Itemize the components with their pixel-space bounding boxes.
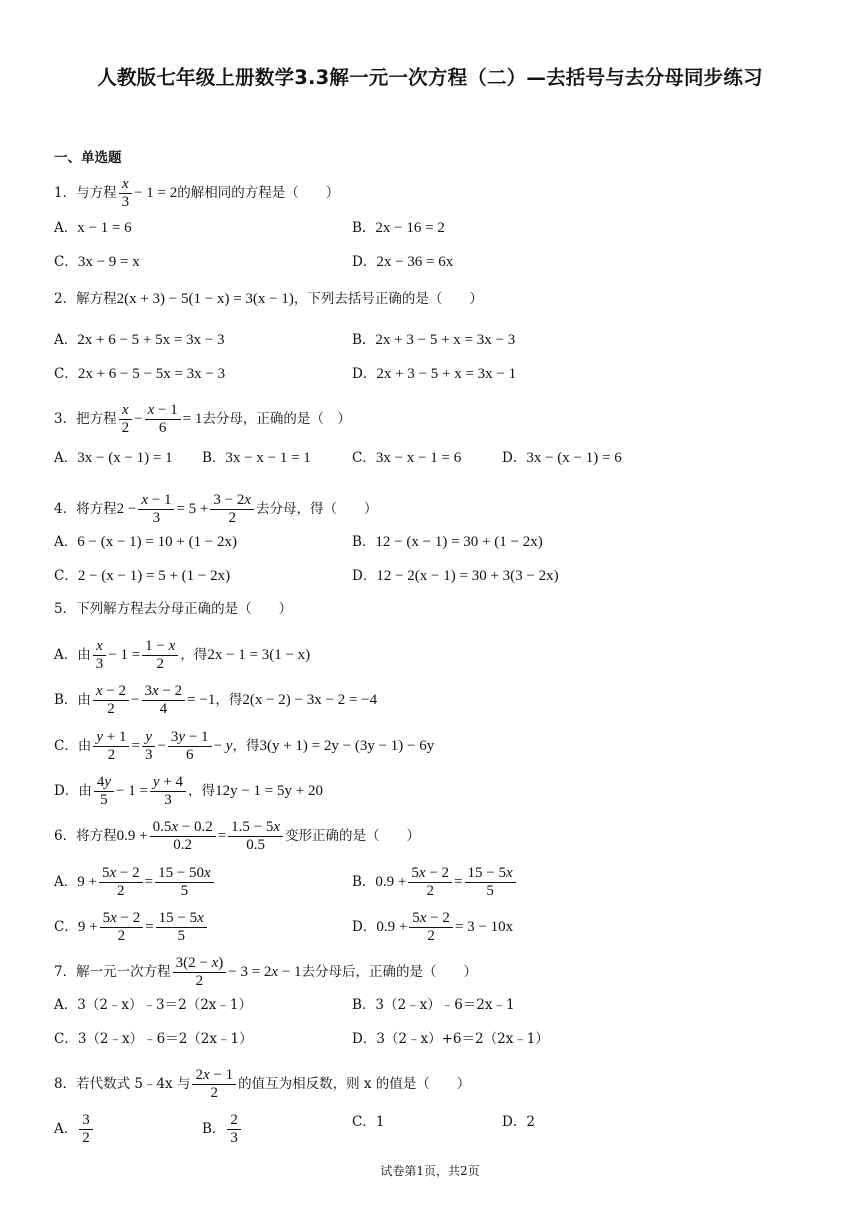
q5-option-c[interactable]: C．由 $\frac{y + 1}{2}$ = $\frac{y}{3}$ − $\frac{3y - 1}{6}$ − y，得3(y + 1) = 2y − (3y − 1) − 6y bbox=[54, 729, 435, 763]
question-3: 3．把方程 $\frac{x}{2}$ − $\frac{x - 1}{6}$ = 1去分母，正确的是（ ） bbox=[54, 402, 351, 436]
question-1: 1．与方程 $\frac{x}{3}$ − 1 = 2的解相同的方程是（ ） bbox=[54, 176, 340, 210]
question-2: 2．解方程2(x + 3) − 5(1 − x) = 3(x − 1)，下列去括号正确的是（ ） bbox=[54, 291, 483, 307]
q3-option-c[interactable]: C．3x − x − 1 = 6 bbox=[352, 450, 462, 466]
question-7: 7．解一元一次方程 $\frac{3(2 - x)}{2}$ − 3 = 2x − 1去分母后，正确的是（ ） bbox=[54, 955, 478, 989]
q8-option-b[interactable]: B． $\frac{2}{3}$ bbox=[202, 1112, 243, 1147]
q4-option-b[interactable]: B．12 − (x − 1) = 30 + (1 − 2x) bbox=[352, 534, 543, 550]
q5-option-a[interactable]: A．由 $\frac{x}{3}$ − 1 = $\frac{1 - x}{2}$ ，得2x − 1 = 3(1 − x) bbox=[54, 638, 311, 672]
q2-option-a[interactable]: A．2x + 6 − 5 + 5x = 3x − 3 bbox=[54, 332, 225, 348]
q1-option-a[interactable]: A．x − 1 = 6 bbox=[54, 220, 132, 236]
q7-option-b[interactable]: B．3（2﹣x）﹣6＝2x﹣1 bbox=[352, 997, 515, 1013]
q6-option-c[interactable]: C．9 + $\frac{5x - 2}{2}$ = $\frac{15 - 5x}{5}$ bbox=[54, 910, 209, 945]
q5-option-b[interactable]: B．由 $\frac{x - 2}{2}$ − $\frac{3x - 2}{4}$ = −1，得2(x − 2) − 3x − 2 = −4 bbox=[54, 683, 378, 717]
q3-option-a[interactable]: A．3x − (x − 1) = 1 bbox=[54, 450, 173, 466]
q1-option-c[interactable]: C．3x − 9 = x bbox=[54, 254, 140, 270]
page-title: 人教版七年级上册数学3.3解一元一次方程（二）—去括号与去分母同步练习 bbox=[97, 66, 763, 89]
q7-option-a[interactable]: A．3（2﹣x）﹣3＝2（2x﹣1） bbox=[54, 997, 253, 1013]
q6-option-a[interactable]: A．9 + $\frac{5x - 2}{2}$ = $\frac{15 - 50x}{5}$ bbox=[54, 865, 216, 900]
q8-option-a[interactable]: A． $\frac{3}{2}$ bbox=[54, 1112, 95, 1147]
q2-option-d[interactable]: D．2x + 3 − 5 + x = 3x − 1 bbox=[352, 366, 517, 382]
section-heading: 一、单选题 bbox=[54, 150, 122, 166]
q3-option-b[interactable]: B．3x − x − 1 = 1 bbox=[202, 450, 311, 466]
q4-option-c[interactable]: C．2 − (x − 1) = 5 + (1 − 2x) bbox=[54, 568, 231, 584]
q8-option-d[interactable]: D．2 bbox=[502, 1114, 535, 1130]
q8-option-c[interactable]: C．1 bbox=[352, 1114, 385, 1130]
q7-option-d[interactable]: D．3（2﹣x）+6＝2（2x﹣1） bbox=[352, 1031, 549, 1047]
q2-option-c[interactable]: C．2x + 6 − 5 − 5x = 3x − 3 bbox=[54, 366, 226, 382]
page-footer: 试卷第1页，共2页 bbox=[380, 1164, 480, 1178]
q1-option-b[interactable]: B．2x − 16 = 2 bbox=[352, 220, 445, 236]
question-5: 5．下列解方程去分母正确的是（ ） bbox=[54, 601, 293, 617]
question-6: 6．将方程0.9 + $\frac{0.5x - 0.2}{0.2}$ = $\frac{1.5 - 5x}{0.5}$ 变形正确的是（ ） bbox=[54, 819, 421, 853]
q1-option-d[interactable]: D．2x − 36 = 6x bbox=[352, 254, 454, 270]
question-4: 4．将方程2 − $\frac{x - 1}{3}$ = 5 + $\frac{3 - 2x}{2}$ 去分母，得（ ） bbox=[54, 492, 378, 526]
q6-option-d[interactable]: D．0.9 + $\frac{5x - 2}{2}$ = 3 − 10x bbox=[352, 910, 514, 944]
q6-option-b[interactable]: B．0.9 + $\frac{5x - 2}{2}$ = $\frac{15 - 5x}{5}$ bbox=[352, 865, 518, 900]
q4-option-d[interactable]: D．12 − 2(x − 1) = 30 + 3(3 − 2x) bbox=[352, 568, 559, 584]
q2-option-b[interactable]: B．2x + 3 − 5 + x = 3x − 3 bbox=[352, 332, 516, 348]
question-8: 8．若代数式 5﹣4x 与 $\frac{2x - 1}{2}$ 的值互为相反数，则 x 的值是（ ） bbox=[54, 1067, 471, 1101]
q4-option-a[interactable]: A．6 − (x − 1) = 10 + (1 − 2x) bbox=[54, 534, 238, 550]
q5-option-d[interactable]: D．由 $\frac{4y}{5}$ − 1 = $\frac{y + 4}{3}$ ，得12y − 1 = 5y + 20 bbox=[54, 774, 323, 808]
q7-option-c[interactable]: C．3（2﹣x）﹣6＝2（2x﹣1） bbox=[54, 1031, 253, 1047]
q3-option-d[interactable]: D．3x − (x − 1) = 6 bbox=[502, 450, 622, 466]
